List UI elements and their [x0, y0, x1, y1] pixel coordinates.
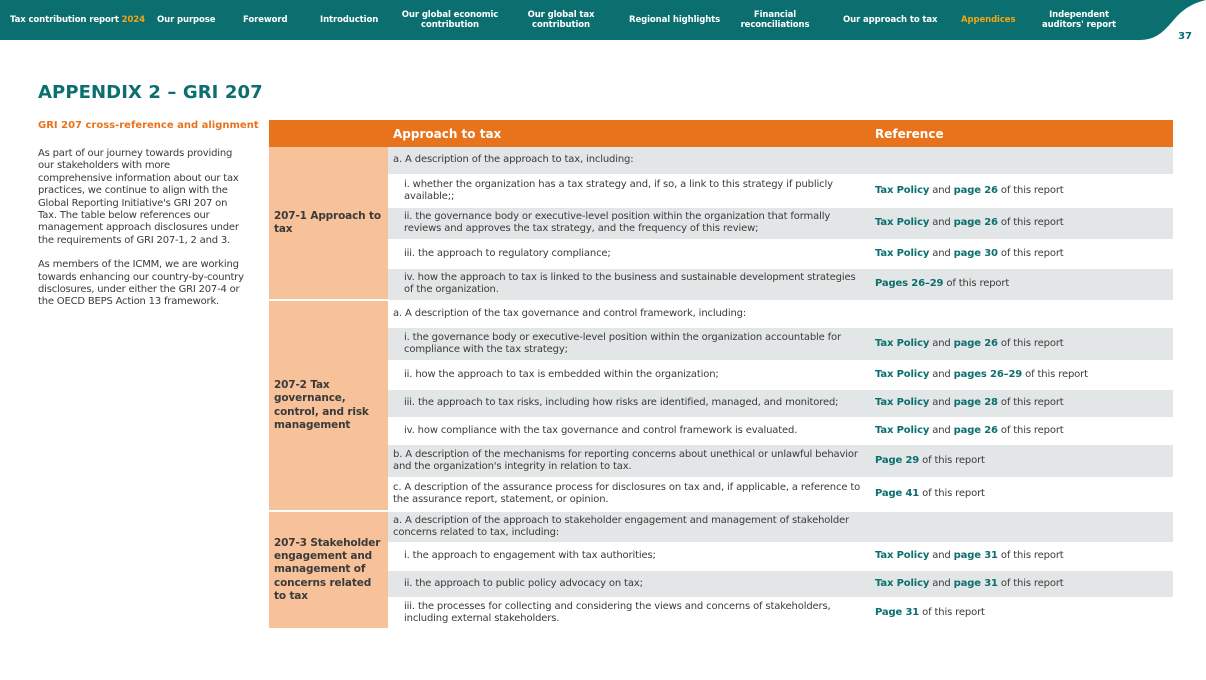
page-reference-link[interactable]: page 26: [953, 337, 998, 349]
requirement-text: iii. the approach to regulatory compliance;: [388, 239, 870, 268]
tax-policy-link[interactable]: Tax Policy: [875, 397, 930, 409]
table-row: [269, 511, 1173, 542]
table-row: [269, 597, 1173, 629]
header-group: [269, 120, 388, 147]
tax-policy-link[interactable]: Tax Policy: [875, 368, 930, 380]
reference-connector: and: [932, 247, 951, 259]
requirement-text: i. the approach to engagement with tax authorities;: [388, 542, 870, 570]
requirement-text: iv. how the approach to tax is linked to the business and sustainable development strategies of the organization.: [388, 268, 870, 300]
reference-connector: and: [932, 368, 951, 380]
requirement-text: b. A description of the mechanisms for reporting concerns about unethical or unlawful behavior and the organization's integrity in relation to tax.: [388, 444, 870, 477]
reference-connector: and: [932, 184, 951, 196]
page-reference-link[interactable]: page 31: [953, 577, 998, 589]
table-row: [269, 570, 1173, 597]
nav-brand-year: 2024: [121, 15, 145, 25]
reference-cell: [870, 327, 1173, 360]
header-curve-decoration: [1140, 0, 1206, 40]
requirement-text: a. A description of the approach to tax, including:: [388, 147, 870, 174]
tax-policy-link[interactable]: Tax Policy: [875, 550, 930, 562]
reference-cell: [870, 300, 1173, 327]
intro-paragraph: As members of the ICMM, we are working towards enhancing our country-by-country disclosures, under either the GRI 207-4 or the OECD BEPS Action 13 framework.: [38, 259, 244, 308]
table-row: [269, 327, 1173, 360]
reference-cell: [870, 268, 1173, 300]
table-header-row: [269, 120, 1173, 147]
gri-207-table: [269, 120, 1173, 630]
header-approach-to-tax: Approach to tax: [388, 120, 870, 147]
reference-suffix: of this report: [1000, 184, 1064, 196]
nav-brand[interactable]: [10, 0, 145, 40]
reference-connector: and: [932, 337, 951, 349]
requirement-text: iv. how compliance with the tax governance and control framework is evaluated.: [388, 417, 870, 444]
tax-policy-link[interactable]: Tax Policy: [875, 217, 930, 229]
nav-brand-text: Tax contribution report: [10, 15, 119, 25]
reference-suffix: of this report: [922, 454, 985, 466]
nav-item-financial-reconciliations[interactable]: Financial reconciliations: [740, 10, 810, 30]
reference-cell: [870, 207, 1173, 239]
table-row: [269, 360, 1173, 389]
requirement-text: i. whether the organization has a tax strategy and, if so, a link to this strategy if publicly available;;: [388, 174, 870, 207]
reference-cell: [870, 511, 1173, 542]
header-reference: Reference: [870, 120, 1173, 147]
reference-suffix: of this report: [1000, 217, 1064, 229]
nav-item-independent-auditors-report[interactable]: Independent auditors' report: [1041, 10, 1117, 30]
page-title: APPENDIX 2 – GRI 207: [38, 82, 263, 103]
page-number: 37: [1178, 31, 1192, 42]
reference-cell: [870, 147, 1173, 174]
reference-suffix: of this report: [1025, 368, 1088, 380]
top-navigation-bar: [0, 0, 1206, 40]
requirement-text: a. A description of the approach to stakeholder engagement and management of stakeholder concerns related to tax, including:: [388, 511, 870, 542]
nav-item-introduction[interactable]: Introduction: [320, 15, 379, 25]
reference-cell: [870, 417, 1173, 444]
requirement-text: iii. the approach to tax risks, including how risks are identified, managed, and monitored;: [388, 389, 870, 417]
requirement-text: ii. the governance body or executive-level position within the organization that formally reviews and approves the tax strategy, and the frequency of this review;: [388, 207, 870, 239]
table-row: [269, 477, 1173, 511]
reference-suffix: of this report: [946, 278, 1010, 290]
page-reference-link[interactable]: page 28: [953, 397, 998, 409]
tax-policy-link[interactable]: Tax Policy: [875, 337, 930, 349]
section-subtitle: GRI 207 cross-reference and alignment: [38, 120, 259, 131]
reference-cell: [870, 239, 1173, 268]
page-reference-link[interactable]: page 26: [953, 184, 998, 196]
page-reference-link[interactable]: Pages 26–29: [875, 278, 944, 290]
reference-cell: [870, 444, 1173, 477]
page-reference-link[interactable]: page 26: [953, 424, 998, 436]
requirement-text: iii. the processes for collecting and considering the views and concerns of stakeholders, including external stakeholders.: [388, 597, 870, 629]
reference-connector: and: [932, 424, 951, 436]
table-row: [269, 239, 1173, 268]
reference-cell: [870, 477, 1173, 511]
table-row: [269, 268, 1173, 300]
requirement-text: ii. how the approach to tax is embedded within the organization;: [388, 360, 870, 389]
nav-item-global-tax-contribution[interactable]: Our global tax contribution: [527, 10, 595, 30]
table-body: [269, 147, 1173, 629]
reference-cell: [870, 542, 1173, 570]
reference-cell: [870, 389, 1173, 417]
tax-policy-link[interactable]: Tax Policy: [875, 424, 930, 436]
table-row: [269, 300, 1173, 327]
reference-suffix: of this report: [1000, 337, 1064, 349]
table-row: [269, 542, 1173, 570]
nav-item-foreword[interactable]: Foreword: [243, 15, 288, 25]
reference-connector: and: [932, 577, 951, 589]
requirement-text: c. A description of the assurance process for disclosures on tax and, if applicable, a reference to the assurance report, statement, or opinion.: [388, 477, 870, 511]
disclosure-group-label: 207-3 Stakeholder engagement and management of concerns related to tax: [269, 511, 388, 629]
page-reference-link[interactable]: pages 26–29: [953, 368, 1023, 380]
reference-cell: [870, 597, 1173, 629]
page-reference-link[interactable]: Page 31: [875, 607, 920, 619]
page-reference-link[interactable]: page 30: [953, 247, 998, 259]
table-row: [269, 444, 1173, 477]
tax-policy-link[interactable]: Tax Policy: [875, 184, 930, 196]
intro-paragraph: As part of our journey towards providing our stakeholders with more comprehensive information about our tax practices, we continue to align with the Global Reporting Initiative's GRI 207 on Tax. The table below references our management approach disclosures under the requirements of GRI 207-1, 2 and 3.: [38, 148, 239, 246]
nav-item-our-purpose[interactable]: Our purpose: [157, 15, 216, 25]
page-reference-link[interactable]: page 31: [953, 550, 998, 562]
tax-policy-link[interactable]: Tax Policy: [875, 247, 930, 259]
requirement-text: a. A description of the tax governance and control framework, including:: [388, 300, 870, 327]
reference-cell: [870, 174, 1173, 207]
table-row: [269, 389, 1173, 417]
reference-connector: and: [932, 217, 951, 229]
nav-item-approach-to-tax[interactable]: Our approach to tax: [843, 15, 938, 25]
reference-suffix: of this report: [1000, 397, 1064, 409]
reference-cell: [870, 570, 1173, 597]
requirement-text: ii. the approach to public policy advocacy on tax;: [388, 570, 870, 597]
table-row: [269, 174, 1173, 207]
reference-suffix: of this report: [922, 607, 985, 619]
reference-suffix: of this report: [1000, 550, 1064, 562]
requirement-text: i. the governance body or executive-level position within the organization accountable for compliance with the tax strategy;: [388, 327, 870, 360]
reference-suffix: of this report: [1000, 247, 1064, 259]
table-row: [269, 417, 1173, 444]
table-row: [269, 147, 1173, 174]
disclosure-group-label: 207-1 Approach to tax: [269, 147, 388, 300]
page-reference-link[interactable]: page 26: [953, 217, 998, 229]
tax-policy-link[interactable]: Tax Policy: [875, 577, 930, 589]
table-row: [269, 207, 1173, 239]
page-reference-link[interactable]: Page 41: [875, 488, 920, 500]
disclosure-group-label: 207-2 Tax governance, control, and risk management: [269, 300, 388, 511]
reference-connector: and: [932, 550, 951, 562]
reference-suffix: of this report: [1000, 424, 1064, 436]
reference-connector: and: [932, 397, 951, 409]
reference-suffix: of this report: [922, 488, 985, 500]
intro-text: [38, 148, 246, 321]
page-reference-link[interactable]: Page 29: [875, 454, 920, 466]
reference-suffix: of this report: [1000, 577, 1064, 589]
nav-item-appendices[interactable]: Appendices: [961, 15, 1016, 25]
nav-item-global-economic-contribution[interactable]: Our global economic contribution: [401, 10, 499, 30]
reference-cell: [870, 360, 1173, 389]
nav-item-regional-highlights[interactable]: Regional highlights: [629, 15, 721, 25]
